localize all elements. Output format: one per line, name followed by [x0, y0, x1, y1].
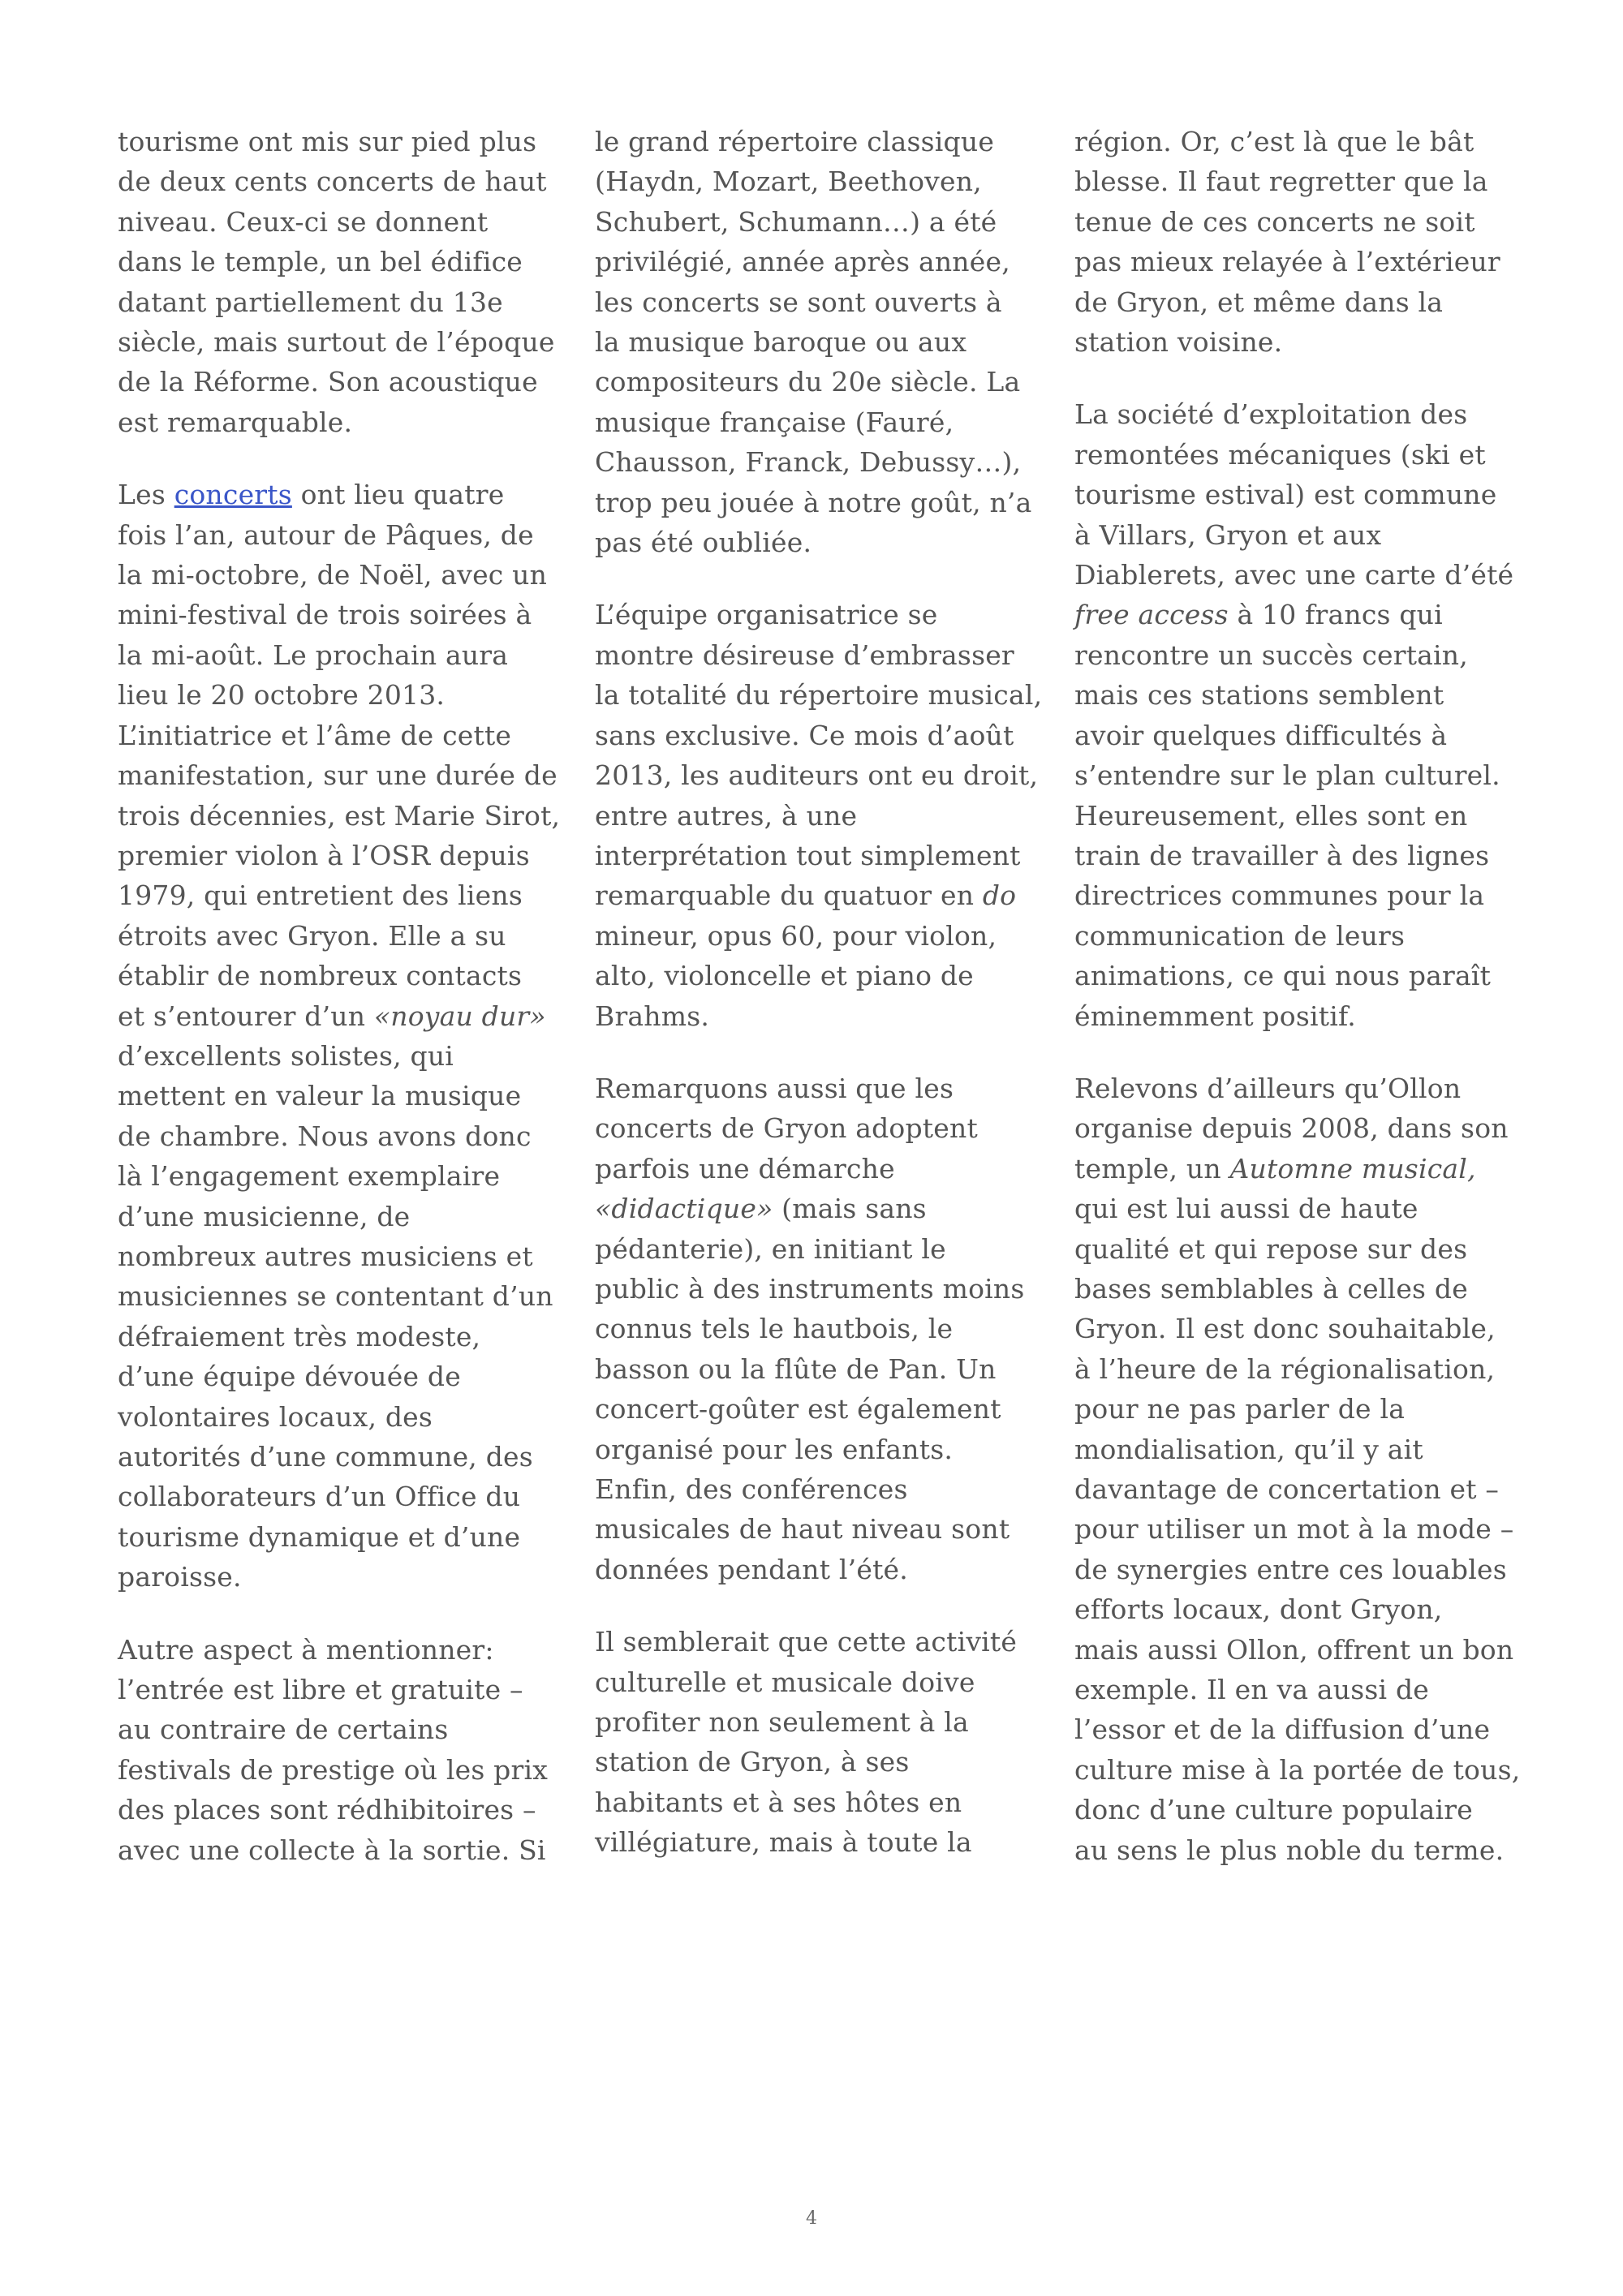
text-line: région. Or, c’est là que le bât	[1074, 126, 1474, 157]
text-line: datant partiellement du 13e	[118, 286, 503, 318]
text-line: à l’heure de la régionalisation,	[1074, 1352, 1496, 1385]
concerts-link[interactable]: concerts	[174, 479, 292, 511]
text-line: Brahms.	[595, 1000, 710, 1032]
text-line: culturelle et musicale doive	[595, 1666, 975, 1698]
text-line: concerts de Gryon adoptent	[595, 1112, 978, 1145]
text-line: des places sont rédhibitoires –	[118, 1794, 536, 1826]
text-line: avoir quelques difficultés à	[1074, 719, 1448, 751]
text-line: pas mieux relayée à l’extérieur	[1074, 246, 1500, 278]
text-line: le grand répertoire classique	[595, 126, 995, 157]
text-line: concert-goûter est également	[595, 1393, 1001, 1425]
paragraph	[595, 1068, 1057, 1589]
text-line: musiciennes se contentant d’un	[118, 1280, 553, 1313]
text-line: lieu le 20 octobre 2013.	[118, 679, 446, 712]
text-line: pour ne pas parler de la	[1074, 1393, 1406, 1425]
text-line: mineur, opus 60, pour violon,	[595, 919, 997, 952]
text-line: autorités d’une commune, des	[118, 1441, 533, 1473]
italic-word: do	[982, 879, 1017, 912]
text-line	[118, 475, 580, 514]
text-line: à Villars, Gryon et aux	[1074, 518, 1382, 551]
text-line	[595, 1189, 1057, 1228]
text-fragment: ont lieu quatre	[300, 479, 505, 511]
text-line: l’entrée est libre et gratuite –	[118, 1674, 523, 1706]
text-line: connus tels le hautbois, le	[595, 1313, 954, 1345]
text-line: qualité et qui repose sur des	[1074, 1232, 1468, 1265]
text-line: Diablerets, avec une carte d’été	[1074, 559, 1514, 591]
text-line: d’excellents solistes, qui	[118, 1039, 454, 1072]
text-line: station de Gryon, à ses	[595, 1746, 910, 1778]
text-line: là l’engagement exemplaire	[118, 1160, 501, 1193]
italic-phrase: free access	[1074, 599, 1229, 631]
text-column-1	[118, 122, 580, 1903]
text-line: entre autres, à une	[595, 799, 858, 832]
text-line: qui est lui aussi de haute	[1074, 1193, 1419, 1225]
text-line: habitants et à ses hôtes en	[595, 1786, 962, 1818]
text-fragment: et s’entourer d’un	[118, 1000, 366, 1032]
page-number: 4	[806, 2208, 817, 2229]
italic-quote: «noyau dur»	[373, 1000, 546, 1032]
paragraph	[595, 1622, 1057, 1862]
text-line: L’équipe organisatrice se	[595, 599, 938, 631]
text-line: train de travailler à des lignes	[1074, 839, 1490, 871]
text-line	[118, 996, 580, 1036]
text-line: de chambre. Nous avons donc	[118, 1120, 532, 1152]
text-line: l’essor et de la diffusion d’une	[1074, 1713, 1491, 1746]
text-line: la mi-octobre, de Noël, avec un	[118, 559, 548, 591]
text-line: premier violon à l’OSR depuis	[118, 839, 530, 871]
text-line: communication de leurs	[1074, 919, 1406, 952]
text-line: interprétation tout simplement	[595, 839, 1021, 871]
text-line: mondialisation, qu’il y ait	[1074, 1433, 1423, 1465]
text-line: sans exclusive. Ce mois d’août	[595, 719, 1014, 751]
text-line: villégiature, mais à toute la	[595, 1826, 972, 1859]
text-line: tourisme ont mis sur pied plus	[118, 126, 537, 157]
text-line: (Haydn, Mozart, Beethoven,	[595, 166, 982, 198]
text-line: efforts locaux, dont Gryon,	[1074, 1593, 1443, 1626]
text-line: culture mise à la portée de tous,	[1074, 1753, 1521, 1786]
text-line: directrices communes pour la	[1074, 879, 1485, 912]
paragraph	[1074, 394, 1537, 1036]
paragraph	[595, 595, 1057, 1035]
text-line: tourisme estival) est commune	[1074, 479, 1497, 511]
text-line: les concerts se sont ouverts à	[595, 286, 1002, 318]
text-line: privilégié, année après année,	[595, 246, 1010, 278]
text-line: mais ces stations semblent	[1074, 679, 1444, 712]
text-line: Il semblerait que cette activité	[595, 1626, 1018, 1658]
text-line: la mi-août. Le prochain aura	[118, 638, 509, 671]
text-line: pour utiliser un mot à la mode –	[1074, 1513, 1514, 1546]
text-line: trois décennies, est Marie Sirot,	[118, 799, 561, 832]
text-line: la totalité du répertoire musical,	[595, 679, 1043, 712]
text-line: montre désireuse d’embrasser	[595, 638, 1014, 671]
text-line: alto, violoncelle et piano de	[595, 960, 974, 992]
text-line: la musique baroque ou aux	[595, 326, 967, 359]
text-line: d’une équipe dévouée de	[118, 1361, 461, 1393]
text-line: niveau. Ceux-ci se donnent	[118, 205, 489, 238]
text-line: mais aussi Ollon, offrent un bon	[1074, 1633, 1514, 1666]
text-line: paroisse.	[118, 1561, 242, 1593]
text-line: données pendant l’été.	[595, 1553, 908, 1585]
text-line: blesse. Il faut regretter que la	[1074, 166, 1488, 198]
text-fragment: (mais sans	[781, 1193, 927, 1225]
text-line: mini-festival de trois soirées à	[118, 599, 532, 631]
text-line	[595, 875, 1057, 915]
text-line: de synergies entre ces louables	[1074, 1553, 1507, 1585]
text-line: trop peu jouée à notre goût, n’a	[595, 486, 1032, 518]
text-line: L’initiatrice et l’âme de cette	[118, 719, 512, 751]
text-line: Schubert, Schumann…) a été	[595, 205, 997, 238]
text-line: Remarquons aussi que les	[595, 1072, 954, 1104]
text-line: exemple. Il en va aussi de	[1074, 1674, 1430, 1706]
text-line: avec une collecte à la sortie. Si	[118, 1834, 546, 1866]
text-line: tourisme dynamique et d’une	[118, 1520, 521, 1553]
text-line: musicales de haut niveau sont	[595, 1513, 1010, 1546]
text-line: fois l’an, autour de Pâques, de	[118, 518, 534, 551]
text-line: Chausson, Franck, Debussy…),	[595, 446, 1022, 479]
text-line: au sens le plus noble du terme.	[1074, 1834, 1505, 1866]
paragraph	[118, 1630, 580, 1870]
text-line: d’une musicienne, de	[118, 1200, 411, 1232]
text-fragment: remarquable du quatuor en	[595, 879, 975, 912]
text-line: nombreux autres musiciens et	[118, 1240, 533, 1272]
text-line: tenue de ces concerts ne soit	[1074, 205, 1475, 238]
text-line: profiter non seulement à la	[595, 1706, 969, 1739]
text-fragment: Les	[118, 479, 166, 511]
text-line: de deux cents concerts de haut	[118, 166, 547, 198]
text-line: parfois une démarche	[595, 1152, 895, 1185]
text-line: La société d’exploitation des	[1074, 398, 1468, 431]
text-line: manifestation, sur une durée de	[118, 759, 558, 792]
paragraph	[118, 475, 580, 1597]
text-line: Autre aspect à mentionner:	[118, 1633, 494, 1666]
text-fragment: à 10 francs qui	[1237, 599, 1443, 631]
text-line: animations, ce qui nous paraît	[1074, 960, 1492, 992]
text-fragment: temple, un	[1074, 1152, 1221, 1185]
paragraph	[595, 122, 1057, 562]
text-line: festivals de prestige où les prix	[118, 1753, 549, 1786]
text-line: musique française (Fauré,	[595, 406, 954, 438]
text-line	[1074, 595, 1537, 634]
text-line: s’entendre sur le plan culturel.	[1074, 759, 1500, 792]
text-line: établir de nombreux contacts	[118, 960, 523, 992]
paragraph	[118, 122, 580, 442]
text-line: public à des instruments moins	[595, 1272, 1025, 1305]
text-line: davantage de concertation et –	[1074, 1473, 1500, 1505]
text-line: organise depuis 2008, dans son	[1074, 1112, 1509, 1145]
italic-phrase: Automne musical,	[1229, 1152, 1476, 1185]
text-line: bases semblables à celles de	[1074, 1272, 1468, 1305]
text-line: siècle, mais surtout de l’époque	[118, 326, 555, 359]
paragraph	[1074, 1068, 1537, 1870]
text-line: de la Réforme. Son acoustique	[118, 366, 538, 398]
text-line: 2013, les auditeurs ont eu droit,	[595, 759, 1039, 792]
text-line: pas été oubliée.	[595, 527, 812, 559]
text-line: mettent en valeur la musique	[118, 1080, 522, 1112]
paragraph	[1074, 122, 1537, 362]
text-line: collaborateurs d’un Office du	[118, 1481, 521, 1513]
text-line	[1074, 1149, 1537, 1189]
text-line: au contraire de certains	[118, 1713, 449, 1746]
text-line: Gryon. Il est donc souhaitable,	[1074, 1313, 1496, 1345]
text-line: éminemment positif.	[1074, 1000, 1356, 1032]
text-line: volontaires locaux, des	[118, 1400, 433, 1433]
text-line: remontées mécaniques (ski et	[1074, 438, 1486, 471]
text-line: station voisine.	[1074, 326, 1283, 359]
text-line: de Gryon, et même dans la	[1074, 286, 1444, 318]
text-line: donc d’une culture populaire	[1074, 1794, 1474, 1826]
text-line: dans le temple, un bel édifice	[118, 246, 523, 278]
text-line: Heureusement, elles sont en	[1074, 799, 1468, 832]
text-column-2	[595, 122, 1057, 1895]
text-line: étroits avec Gryon. Elle a su	[118, 919, 506, 952]
text-line: pédanterie), en initiant le	[595, 1232, 946, 1265]
italic-quote: «didactique»	[595, 1193, 773, 1225]
text-line: défraiement très modeste,	[118, 1320, 481, 1352]
text-line: Enfin, des conférences	[595, 1473, 908, 1505]
text-line: est remarquable.	[118, 406, 353, 438]
text-line: 1979, qui entretient des liens	[118, 879, 523, 912]
text-line: basson ou la flûte de Pan. Un	[595, 1352, 997, 1385]
text-line: rencontre un succès certain,	[1074, 638, 1468, 671]
text-line: compositeurs du 20e siècle. La	[595, 366, 1021, 398]
text-column-3	[1074, 122, 1537, 1903]
text-line: Relevons d’ailleurs qu’Ollon	[1074, 1072, 1462, 1104]
text-line: organisé pour les enfants.	[595, 1433, 954, 1465]
